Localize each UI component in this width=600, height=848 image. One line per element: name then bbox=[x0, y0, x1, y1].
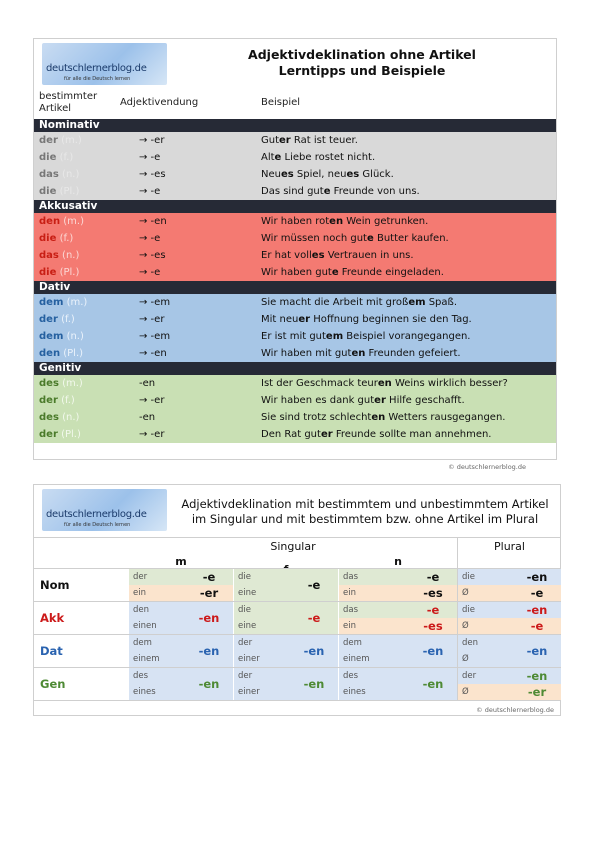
article-top: die bbox=[458, 602, 561, 618]
example-ending: e bbox=[323, 186, 331, 197]
declension-row bbox=[34, 213, 556, 230]
article-cell bbox=[39, 230, 73, 247]
article-bottom: Ø bbox=[458, 684, 561, 700]
gender-n: n bbox=[394, 555, 402, 568]
article-text: des bbox=[39, 412, 59, 423]
gender-text: (m.) bbox=[62, 378, 83, 389]
article-top: der bbox=[234, 668, 338, 684]
ending-cell: -en bbox=[139, 412, 156, 423]
article-cell bbox=[39, 247, 79, 264]
article-bottom: ein bbox=[129, 585, 233, 601]
ending-cell: → -e bbox=[139, 233, 161, 244]
declension-row bbox=[34, 183, 556, 200]
card-title bbox=[174, 47, 550, 79]
article-top: dem bbox=[129, 635, 233, 651]
title-line-2: im Singular und mit bestimmtem bzw. ohne Artikel im Plural bbox=[191, 512, 539, 526]
title-line-2: Lerntipps und Beispiele bbox=[278, 63, 446, 78]
gender-text: (Pl.) bbox=[59, 186, 80, 197]
column-header-article: bestimmter Artikel bbox=[39, 91, 98, 114]
article-cell bbox=[39, 409, 79, 426]
article-top: das bbox=[339, 569, 457, 585]
example-ending: es bbox=[311, 250, 325, 261]
article-cell bbox=[39, 183, 79, 200]
gender-text: (Pl.) bbox=[59, 267, 80, 278]
ending: -en bbox=[303, 644, 325, 658]
plural-header: Plural bbox=[494, 540, 525, 553]
ending-cell: → -er bbox=[139, 395, 165, 406]
article-cell bbox=[39, 328, 84, 345]
article-bottom: ein bbox=[339, 618, 457, 634]
example-ending: er bbox=[279, 135, 291, 146]
ending-bottom: -e bbox=[530, 619, 544, 633]
ending: -en bbox=[198, 677, 220, 691]
declension-row bbox=[34, 375, 556, 392]
title-line-1: Adjektivdeklination ohne Artikel bbox=[248, 47, 476, 62]
gender-m: m bbox=[175, 555, 187, 568]
article-cell bbox=[39, 426, 81, 443]
article-bottom: Ø bbox=[458, 618, 561, 634]
ending-cell: → -er bbox=[139, 135, 165, 146]
article-text: des bbox=[39, 378, 59, 389]
example-ending: er bbox=[298, 314, 311, 325]
gender-text: (m.) bbox=[63, 216, 84, 227]
example-cell: Er hat volles Vertrauen in uns. bbox=[261, 250, 414, 261]
gender-text: (f.) bbox=[59, 233, 74, 244]
ending-cell: → -em bbox=[139, 331, 171, 342]
declension-row bbox=[34, 166, 556, 183]
grid-line bbox=[34, 537, 560, 538]
grid-line bbox=[34, 700, 560, 701]
example-cell: Sie macht die Arbeit mit großem Spaß. bbox=[261, 297, 458, 308]
card-header bbox=[34, 39, 556, 89]
ending-cell: → -es bbox=[139, 169, 166, 180]
case-label-dat: Dat bbox=[40, 644, 63, 658]
ending-top: -e bbox=[202, 570, 216, 584]
declension-row bbox=[34, 311, 556, 328]
example-cell: Wir haben gute Freunde eingeladen. bbox=[261, 267, 444, 278]
declension-row bbox=[34, 328, 556, 345]
article-text: der bbox=[39, 314, 58, 325]
ending-cell: → -e bbox=[139, 152, 161, 163]
article-bottom: eines bbox=[129, 684, 233, 700]
ending-bottom: -e bbox=[530, 586, 544, 600]
case-label-gen: Gen bbox=[40, 677, 66, 691]
article-text: das bbox=[39, 250, 59, 261]
gender-text: (m.) bbox=[61, 135, 82, 146]
gender-text: (n.) bbox=[66, 331, 84, 342]
example-ending: er bbox=[374, 395, 386, 406]
article-top: dem bbox=[339, 635, 457, 651]
example-cell: Wir haben es dank guter Hilfe geschafft. bbox=[261, 395, 465, 406]
article-bottom: einer bbox=[234, 684, 338, 700]
example-ending: en bbox=[377, 378, 392, 389]
article-text: dem bbox=[39, 331, 64, 342]
article-text: die bbox=[39, 186, 57, 197]
card-header bbox=[34, 485, 560, 535]
article-text: der bbox=[39, 395, 58, 406]
declension-row bbox=[34, 132, 556, 149]
article-cell bbox=[39, 166, 79, 183]
case-label-nom: Nom bbox=[40, 578, 70, 592]
ending-cell: → -es bbox=[139, 250, 166, 261]
section-header-akkusativ: Akkusativ bbox=[34, 200, 556, 213]
gender-text: (Pl.) bbox=[63, 348, 84, 359]
declension-row bbox=[34, 345, 556, 362]
logo-subtext: für alle die Deutsch lernen bbox=[64, 522, 131, 528]
example-ending: e bbox=[274, 152, 282, 163]
article-text: die bbox=[39, 267, 57, 278]
article-cell bbox=[39, 294, 87, 311]
declension-row bbox=[34, 409, 556, 426]
copyright-text: © deutschlernerblog.de bbox=[448, 463, 526, 471]
example-cell: Neues Spiel, neues Glück. bbox=[261, 169, 394, 180]
title-line-1: Adjektivdeklination mit bestimmtem und unbestimmtem Artikel bbox=[181, 497, 549, 511]
singular-header: Singular bbox=[270, 540, 316, 553]
site-logo bbox=[42, 43, 167, 85]
declension-row bbox=[34, 294, 556, 311]
example-cell: Alte Liebe rostet nicht. bbox=[261, 152, 376, 163]
article-top: des bbox=[129, 668, 233, 684]
ending-cell: → -em bbox=[139, 297, 171, 308]
declension-card-with-article bbox=[33, 484, 561, 716]
ending: -en bbox=[422, 677, 444, 691]
column-header-ending: Adjektivendung bbox=[120, 97, 199, 108]
ending-cell: -en bbox=[139, 378, 156, 389]
ending-bottom: -es bbox=[423, 619, 443, 633]
ending-top: -e bbox=[426, 570, 440, 584]
ending: -e bbox=[307, 578, 321, 592]
gender-text: (n.) bbox=[62, 169, 80, 180]
ending-top: -en bbox=[526, 603, 548, 617]
example-ending: es bbox=[280, 169, 294, 180]
logo-subtext: für alle die Deutsch lernen bbox=[64, 76, 131, 82]
article-top: die bbox=[234, 602, 338, 618]
gender-text: (m.) bbox=[66, 297, 88, 308]
example-ending: en bbox=[351, 348, 366, 359]
ending-cell: → -er bbox=[139, 314, 165, 325]
article-text: den bbox=[39, 348, 61, 359]
article-bottom: eines bbox=[339, 684, 457, 700]
ending-cell: → -en bbox=[139, 216, 167, 227]
ending-cell: → -e bbox=[139, 186, 161, 197]
article-text: die bbox=[39, 233, 57, 244]
example-cell: Ist der Geschmack teuren Weins wirklich besser? bbox=[261, 378, 508, 389]
example-cell: Den Rat guter Freunde sollte man annehmen. bbox=[261, 429, 492, 440]
example-ending: en bbox=[329, 216, 344, 227]
article-text: dem bbox=[39, 297, 64, 308]
example-cell: Das sind gute Freunde von uns. bbox=[261, 186, 420, 197]
article-text: den bbox=[39, 216, 61, 227]
example-ending: e bbox=[331, 267, 339, 278]
ending-cell: → -er bbox=[139, 429, 165, 440]
declension-card-without-article bbox=[33, 38, 557, 471]
declension-row bbox=[34, 247, 556, 264]
declension-row bbox=[34, 264, 556, 281]
article-top: die bbox=[458, 569, 561, 585]
ending: -en bbox=[422, 644, 444, 658]
article-bottom: einer bbox=[234, 651, 338, 667]
article-bottom: ein bbox=[339, 585, 457, 601]
ending-bottom: -er bbox=[527, 685, 547, 699]
ending: -en bbox=[303, 677, 325, 691]
gender-text: (f.) bbox=[59, 152, 74, 163]
ending-cell: → -e bbox=[139, 267, 161, 278]
example-cell: Wir müssen noch gute Butter kaufen. bbox=[261, 233, 449, 244]
example-ending: em bbox=[408, 297, 426, 308]
example-cell: Guter Rat ist teuer. bbox=[261, 135, 358, 146]
ending: -en bbox=[526, 644, 548, 658]
article-top: des bbox=[339, 668, 457, 684]
gender-text: (n.) bbox=[62, 412, 80, 423]
example-cell: Mit neuer Hoffnung beginnen sie den Tag. bbox=[261, 314, 472, 325]
declension-row bbox=[34, 426, 556, 443]
example-ending: e bbox=[366, 233, 374, 244]
article-top: den bbox=[129, 602, 233, 618]
article-cell bbox=[39, 213, 84, 230]
ending: -en bbox=[198, 644, 220, 658]
article-bottom: eine bbox=[234, 618, 338, 634]
ending-top: -e bbox=[426, 603, 440, 617]
example-ending: er bbox=[320, 429, 333, 440]
article-bottom: eine bbox=[234, 585, 338, 601]
article-cell bbox=[39, 149, 73, 166]
ending: -e bbox=[307, 611, 321, 625]
article-text: der bbox=[39, 135, 58, 146]
gender-text: (Pl.) bbox=[61, 429, 81, 440]
column-header-example: Beispiel bbox=[261, 97, 301, 108]
article-top: der bbox=[458, 668, 561, 684]
article-top: die bbox=[234, 569, 338, 585]
article-cell bbox=[39, 132, 82, 149]
logo-text: deutschlernerblog.de bbox=[46, 509, 147, 520]
example-cell: Wir haben roten Wein getrunken. bbox=[261, 216, 429, 227]
article-text: der bbox=[39, 429, 58, 440]
article-cell bbox=[39, 375, 83, 392]
article-text: das bbox=[39, 169, 59, 180]
article-top: den bbox=[458, 635, 561, 651]
ending-bottom: -es bbox=[423, 586, 443, 600]
case-label-akk: Akk bbox=[40, 611, 65, 625]
gender-text: (f.) bbox=[61, 395, 75, 406]
article-cell bbox=[39, 345, 83, 362]
article-cell bbox=[39, 264, 79, 281]
card-title bbox=[174, 497, 556, 527]
article-top: das bbox=[339, 602, 457, 618]
example-ending: en bbox=[371, 412, 386, 423]
article-bottom: Ø bbox=[458, 585, 561, 601]
site-logo bbox=[42, 489, 167, 531]
example-ending: em bbox=[325, 331, 344, 342]
logo-text: deutschlernerblog.de bbox=[46, 63, 147, 74]
copyright-text: © deutschlernerblog.de bbox=[476, 706, 554, 714]
ending: -en bbox=[198, 611, 220, 625]
article-top: der bbox=[234, 635, 338, 651]
gender-text: (f.) bbox=[61, 314, 75, 325]
article-top: der bbox=[129, 569, 233, 585]
example-cell: Sie sind trotz schlechten Wetters rausgegangen. bbox=[261, 412, 506, 423]
article-bottom: Ø bbox=[458, 651, 561, 667]
ending-top: -en bbox=[526, 669, 548, 683]
article-bottom: einem bbox=[129, 651, 233, 667]
example-ending: es bbox=[346, 169, 360, 180]
section-header-dativ: Dativ bbox=[34, 281, 556, 294]
gender-text: (n.) bbox=[62, 250, 80, 261]
ending-top: -en bbox=[526, 570, 548, 584]
declension-row bbox=[34, 392, 556, 409]
article-cell bbox=[39, 392, 75, 409]
section-header-genitiv: Genitiv bbox=[34, 362, 556, 375]
example-cell: Wir haben mit guten Freunden gefeiert. bbox=[261, 348, 461, 359]
article-bottom: einem bbox=[339, 651, 457, 667]
article-cell bbox=[39, 311, 75, 328]
article-bottom: einen bbox=[129, 618, 233, 634]
article-text: die bbox=[39, 152, 57, 163]
example-cell: Er ist mit gutem Beispiel vorangegangen. bbox=[261, 331, 471, 342]
ending-bottom: -er bbox=[199, 586, 219, 600]
section-header-nominativ: Nominativ bbox=[34, 119, 556, 132]
declension-grid bbox=[34, 537, 560, 704]
declension-row bbox=[34, 149, 556, 166]
ending-cell: → -en bbox=[139, 348, 167, 359]
declension-row bbox=[34, 230, 556, 247]
